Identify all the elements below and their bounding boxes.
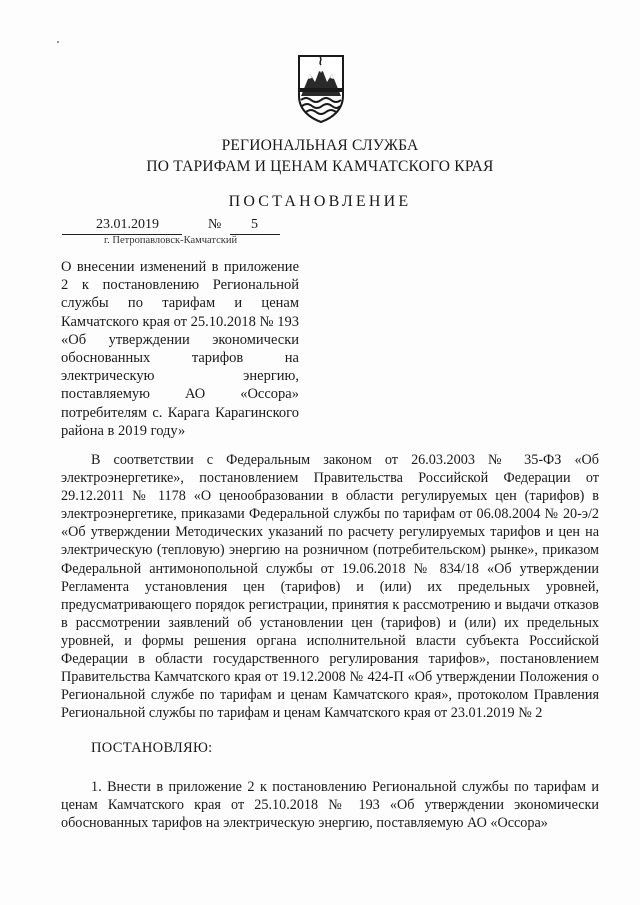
- document-number: 5: [251, 217, 258, 232]
- scan-speck: [57, 41, 59, 43]
- document-date: 23.01.2019: [96, 217, 159, 232]
- number-sign: №: [208, 217, 222, 232]
- preamble-paragraph: В соответствии с Федеральным законом от 26.03.2003 № 35-ФЗ «Об электроэнергетике», постановлением Правительства Российской Федерации от 29.12.2011 № 1178 «О ценообразовании в области регулируемых цен (тарифов) в электроэнергетике, приказами Федеральной службы по тарифам от 06.08.2004 № 20-э/2 «Об утверждении Методических указаний по расчету регулируемых тарифов и цен на электрическую (тепловую) энергию на розничном (потребительском) рынке», приказом Федеральной антимонопольной службы от 19.06.2018 № 834/18 «Об утверждении Регламента установления цен (тарифов) и (или) их предельных уровней, предусматривающего порядок регистрации, принятия к рассмотрению и выдачи отказов в рассмотрении заявлений об установлении цен (тарифов) и (или) их предельных уровней, и формы решения органа исполнительной власти субъекта Российской Федерации в области государственного регулирования тарифов», постановлением Правительства Камчатского края от 19.12.2008 № 424-П «Об утверждении Положения о Региональной службе по тарифам и ценам Камчатского края», протоколом Правления Региональной службы по тарифам и ценам Камчатского края от 23.01.2019 № 2: [61, 452, 599, 722]
- decree-word: ПОСТАНОВЛЯЮ:: [91, 740, 213, 756]
- decree-item-1: 1. Внести в приложение 2 к постановлению Региональной службы по тарифам и ценам Камчатского края от 25.10.2018 № 193 «Об утверждении экономически обоснованных тарифов на электрическую энергию, поставляемую АО «Оссора»: [61, 779, 599, 832]
- date-number-line: [62, 217, 277, 235]
- city-name: г. Петропавловск-Камчатский: [104, 235, 238, 246]
- document-subject: О внесении изменений в приложение 2 к постановлению Региональной службы по тарифам и ценам Камчатского края от 25.10.2018 № 193 «Об утверждении экономически обоснованных тарифов на электрическую энергию, поставляемую АО «Оссора» потребителям с. Карага Карагинского района в 2019 году»: [61, 259, 299, 439]
- number-underline: [230, 234, 280, 235]
- kamchatka-coat-of-arms-icon: [296, 52, 346, 124]
- org-name-line1: РЕГИОНАЛЬНАЯ СЛУЖБА: [221, 137, 419, 154]
- document-type-title: ПОСТАНОВЛЕНИЕ: [228, 193, 412, 210]
- org-name-line2: ПО ТАРИФАМ И ЦЕНАМ КАМЧАТСКОГО КРАЯ: [146, 158, 494, 175]
